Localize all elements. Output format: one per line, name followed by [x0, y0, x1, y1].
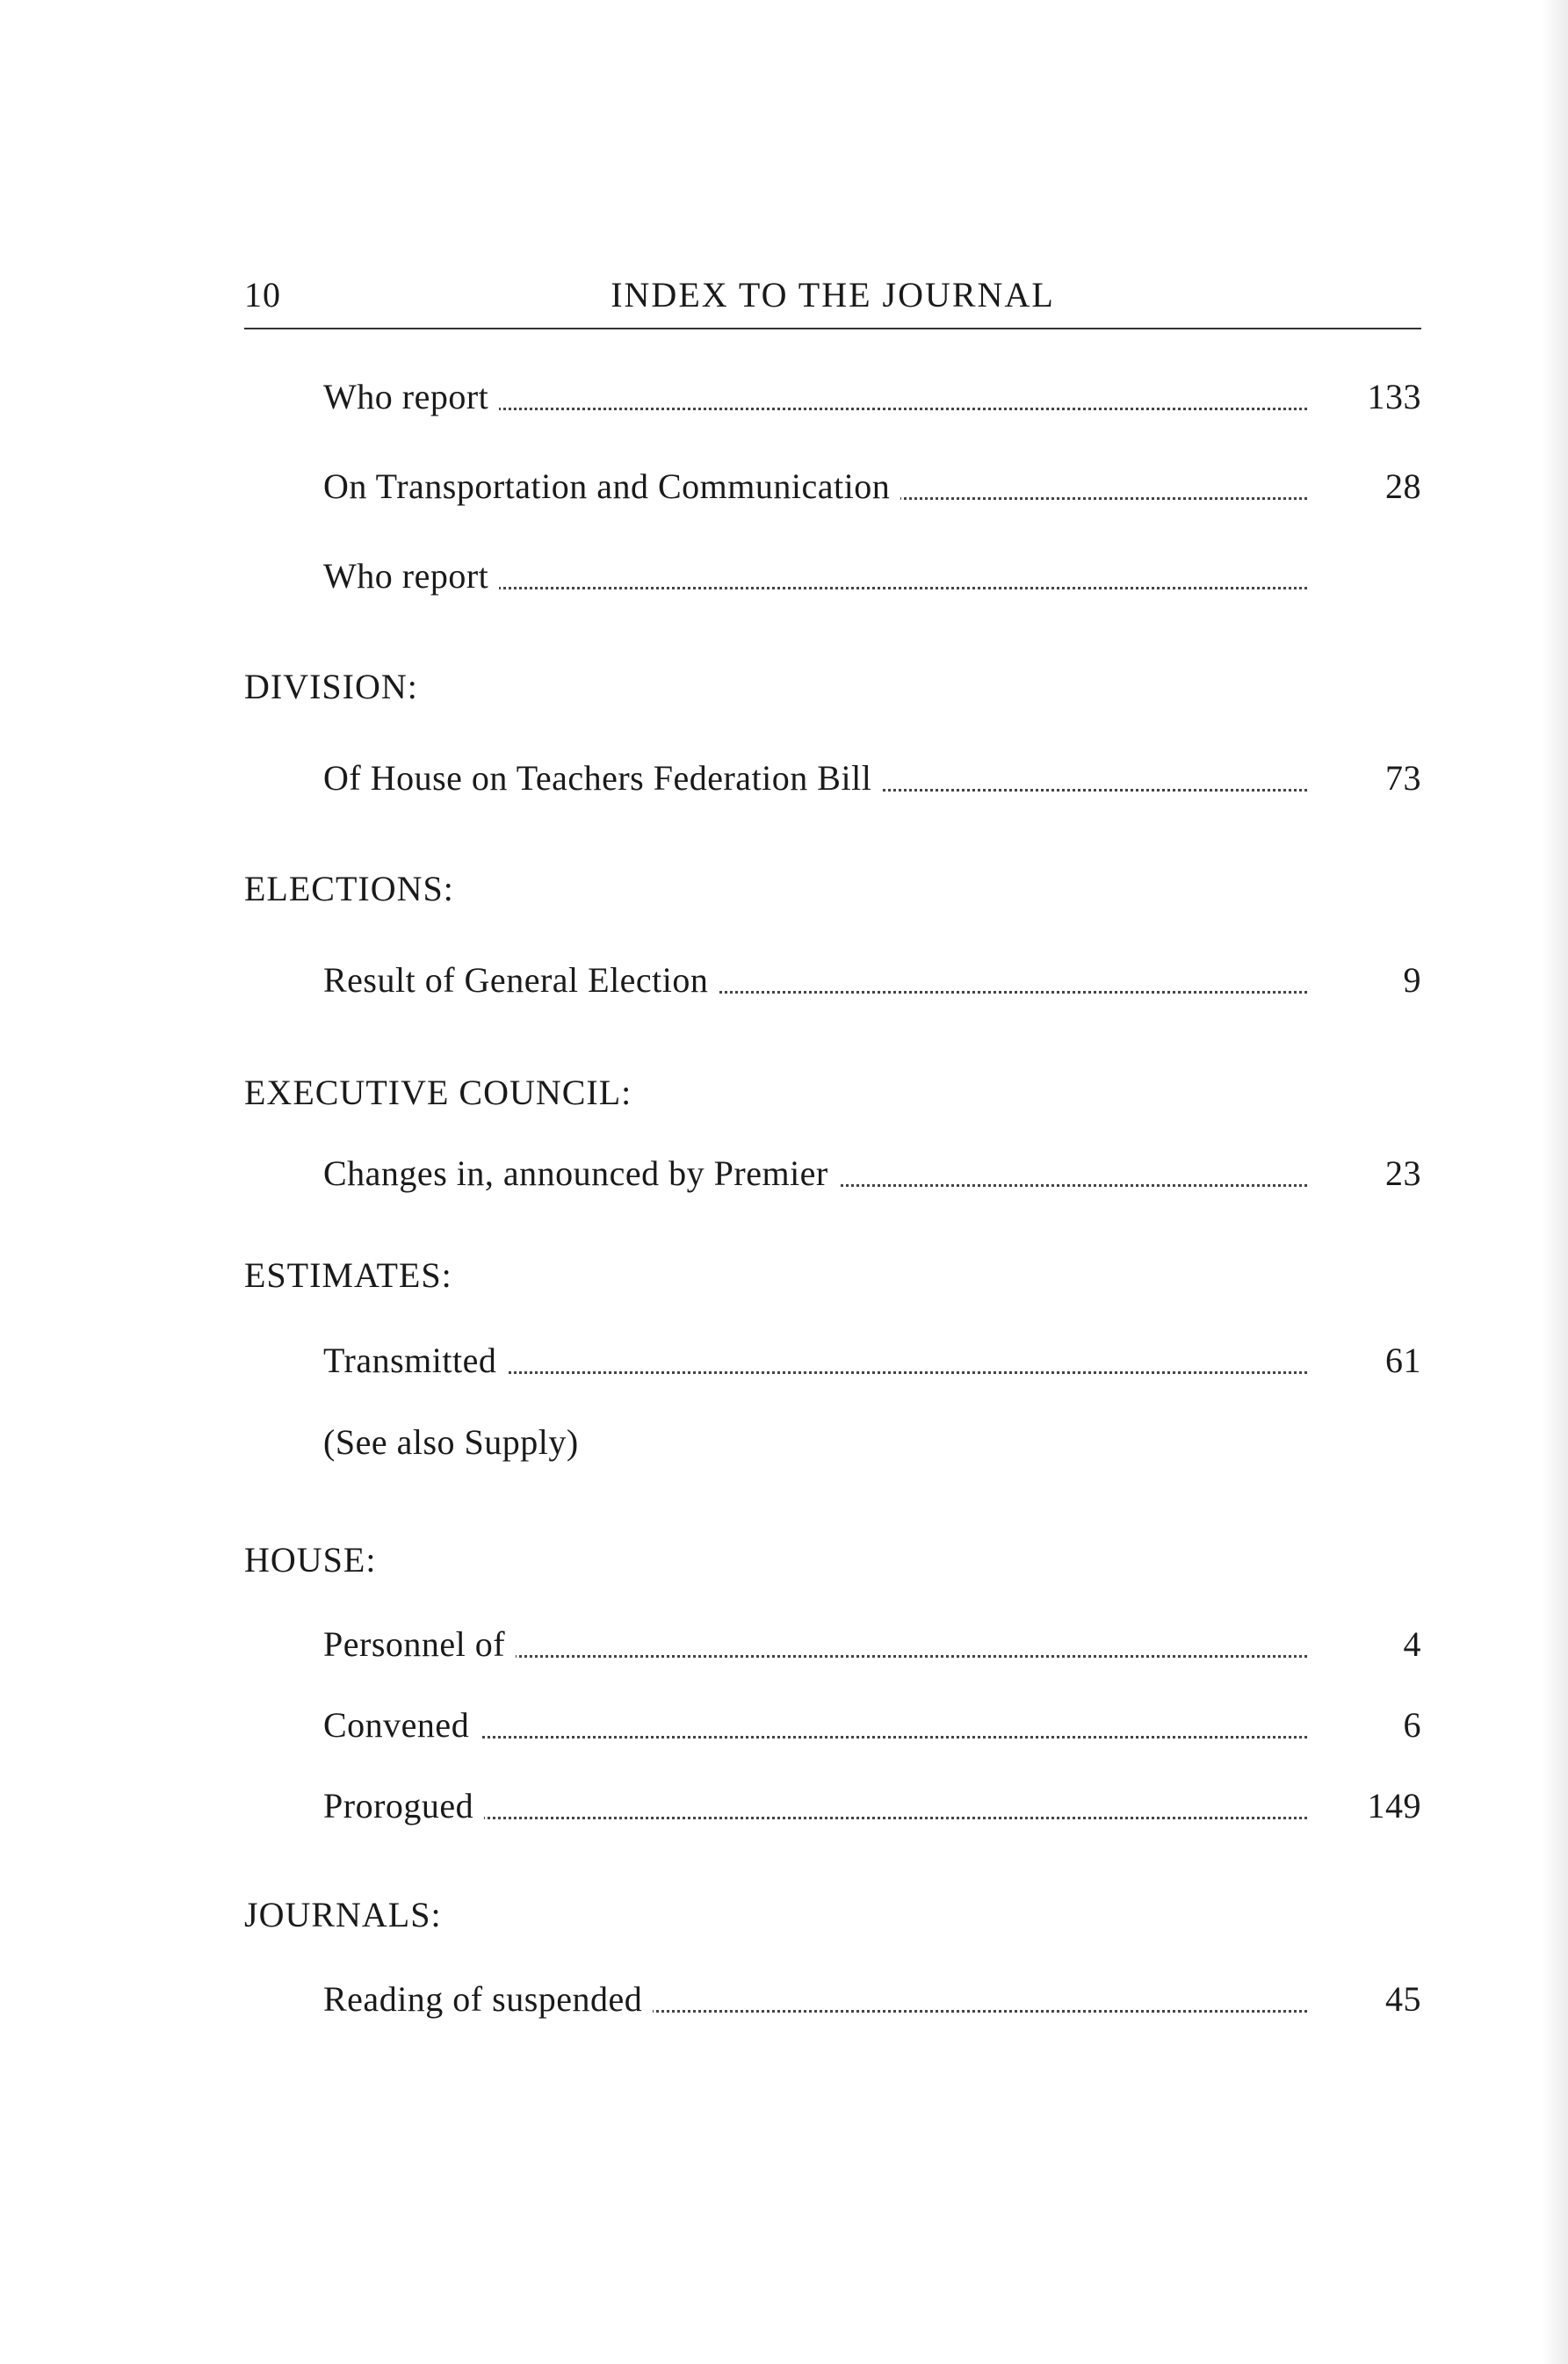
index-entry [323, 1340, 1421, 1384]
entry-label: Convened [323, 1704, 480, 1746]
index-entry [323, 1623, 1421, 1667]
entry-page: 45 [1385, 1979, 1421, 2019]
index-entry [323, 757, 1421, 801]
entry-page: 149 [1367, 1786, 1421, 1825]
entry-page: 9 [1403, 960, 1421, 1000]
entry-label: Reading of suspended [323, 1978, 653, 2020]
entry-page: 23 [1385, 1153, 1421, 1193]
section-heading-house: HOUSE: [244, 1540, 377, 1580]
entry-page: 28 [1385, 466, 1421, 506]
entry-label: On Transportation and Communication [323, 466, 900, 507]
entry-label: Result of General Election [323, 959, 719, 1001]
entry-label: Transmitted [323, 1340, 507, 1381]
cross-reference-note: (See also Supply) [323, 1422, 579, 1462]
index-entry [323, 1704, 1421, 1748]
index-entry [323, 466, 1421, 510]
entry-page: 61 [1385, 1341, 1421, 1380]
entry-page: 133 [1367, 377, 1421, 416]
section-heading-executive-council: EXECUTIVE COUNCIL: [244, 1073, 632, 1112]
index-entry [323, 376, 1421, 420]
index-entry [323, 1785, 1421, 1829]
entry-label: Changes in, announced by Premier [323, 1153, 839, 1194]
entry-label: Who report [323, 555, 499, 596]
page-header [244, 274, 1421, 327]
entry-label: Who report [323, 376, 499, 417]
entry-page: 73 [1385, 758, 1421, 798]
entry-label: Personnel of [323, 1623, 516, 1665]
index-entry [323, 1153, 1421, 1196]
entry-label: Prorogued [323, 1785, 484, 1826]
section-heading-journals: JOURNALS: [244, 1895, 442, 1934]
index-entry [323, 959, 1421, 1003]
page-number: 10 [244, 275, 281, 314]
entry-page: 4 [1403, 1624, 1421, 1664]
index-entry [323, 1978, 1421, 2022]
section-heading-elections: ELECTIONS: [244, 869, 454, 908]
index-entry [323, 555, 1421, 599]
entry-page: 6 [1403, 1705, 1421, 1745]
header-rule [244, 328, 1421, 329]
section-heading-division: DIVISION: [244, 667, 418, 706]
entry-label: Of House on Teachers Federation Bill [323, 757, 882, 799]
page-edge-shadow [1542, 0, 1568, 2364]
section-heading-estimates: ESTIMATES: [244, 1255, 452, 1295]
running-title: INDEX TO THE JOURNAL [611, 275, 1055, 314]
